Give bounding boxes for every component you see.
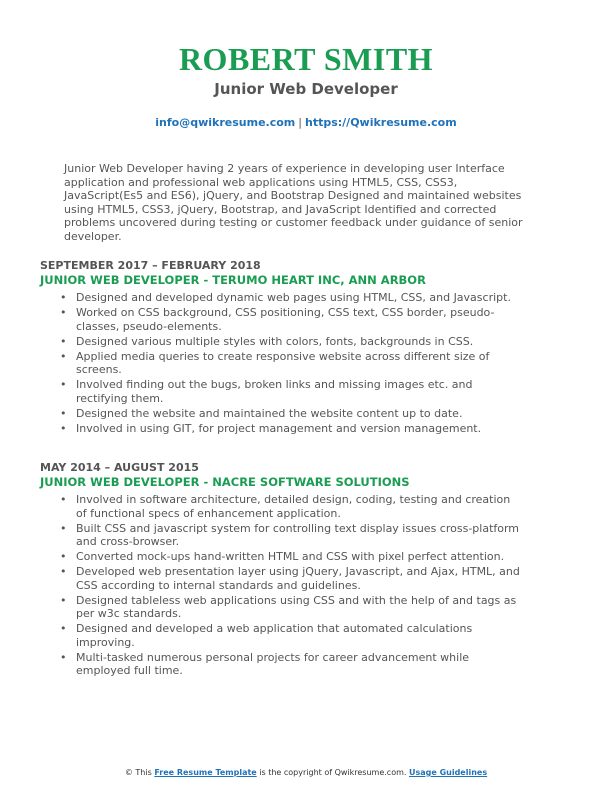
summary-paragraph: Junior Web Developer having 2 years of experience in developing user Interface application and professional web applications using HTML5, CSS, CSS3, JavaScript(Es5 and ES6), jQuery, and Bootstrap Designed and maintained websites using HTML5, CSS3, jQuery, Bootstrap, and JavaScript Identified and corrected problems uncovered during testing or customer feedback under guidance of senior developer. (64, 162, 523, 243)
bullet-icon: • (60, 521, 67, 535)
bullet-item (60, 594, 520, 621)
bullet-item (60, 291, 520, 305)
bullet-icon: • (60, 406, 67, 420)
bullet-text: Designed various multiple styles with colors, fonts, backgrounds in CSS. (76, 334, 474, 348)
job-role: JUNIOR WEB DEVELOPER - NACRE SOFTWARE SOLUTIONS (40, 475, 410, 489)
bullet-text: Involved finding out the bugs, broken links and missing images etc. and rectifying them. (76, 378, 473, 405)
bullet-text: Designed and developed dynamic web pages using HTML, CSS, and Javascript. (76, 291, 511, 304)
footer-copyright (0, 768, 612, 777)
bullet-item (60, 335, 520, 349)
bullet-icon: • (60, 334, 67, 348)
job-dates: MAY 2014 – AUGUST 2015 (40, 461, 199, 474)
bullet-icon: • (60, 349, 67, 363)
candidate-title: Junior Web Developer (214, 80, 398, 98)
bullet-item (60, 522, 520, 549)
job-bullets (40, 291, 580, 435)
free-resume-template-link[interactable]: Free Resume Template (154, 768, 257, 777)
bullet-item (60, 378, 520, 405)
bullet-text: Designed and developed a web application that automated calculations improving. (76, 622, 473, 649)
experience-entry (40, 461, 580, 679)
bullet-item (60, 550, 520, 564)
bullet-text: Converted mock-ups hand-written HTML and CSS with pixel perfect attention. (76, 550, 505, 563)
bullet-icon: • (60, 378, 67, 391)
email-link[interactable]: info@qwikresume.com (155, 116, 296, 129)
bullet-item (60, 422, 520, 436)
contact-line (0, 116, 612, 129)
bullet-item (60, 407, 520, 421)
job-bullets (40, 493, 580, 678)
bullet-icon: • (60, 306, 67, 319)
bullet-icon: • (60, 593, 67, 607)
website-link[interactable]: https://Qwikresume.com (304, 116, 457, 129)
bullet-item (60, 622, 520, 649)
footer-middle: is the copyright of Qwikresume.com. (259, 768, 407, 777)
bullet-text: Built CSS and javascript system for controlling text display issues cross-platform and cross-browser. (76, 521, 520, 548)
bullet-icon: • (60, 650, 67, 664)
bullet-item (60, 493, 520, 520)
bullet-item (60, 350, 520, 377)
bullet-text: Designed the website and maintained the website content up to date. (76, 406, 463, 420)
bullet-text: Multi-tasked numerous personal projects for career advancement while employed full time. (76, 650, 470, 677)
bullet-icon: • (60, 493, 67, 506)
bullet-text: Involved in software architecture, detailed design, coding, testing and creation of functional specs of enhancement application. (76, 493, 511, 520)
usage-guidelines-link[interactable]: Usage Guidelines (408, 768, 488, 777)
bullet-item (60, 651, 520, 678)
bullet-icon: • (60, 565, 67, 578)
job-dates: SEPTEMBER 2017 – FEBRUARY 2018 (40, 259, 261, 272)
bullet-icon: • (60, 550, 67, 563)
bullet-icon: • (60, 421, 67, 435)
experience-entry (40, 259, 580, 437)
bullet-item (60, 306, 520, 333)
bullet-text: Worked on CSS background, CSS positioning, CSS text, CSS border, pseudo-classes, pseudo-elements. (76, 306, 495, 333)
bullet-icon: • (60, 622, 67, 635)
contact-separator: | (298, 116, 302, 129)
bullet-text: Developed web presentation layer using jQuery, Javascript, and Ajax, HTML, and CSS according to internal standards and guidelines. (76, 565, 520, 592)
bullet-text: Designed tableless web applications using CSS and with the help of and tags as per w3c standards. (76, 593, 517, 620)
resume-header (0, 0, 612, 129)
bullet-icon: • (60, 291, 67, 304)
bullet-text: Applied media queries to create responsive website across different size of screens. (76, 349, 490, 376)
bullet-text: Involved in using GIT, for project management and version management. (76, 421, 482, 435)
job-role: JUNIOR WEB DEVELOPER - TERUMO HEART INC, ANN ARBOR (40, 273, 426, 287)
bullet-item (60, 565, 520, 592)
footer-prefix: © This (124, 768, 152, 777)
candidate-name: ROBERT SMITH (178, 41, 434, 77)
